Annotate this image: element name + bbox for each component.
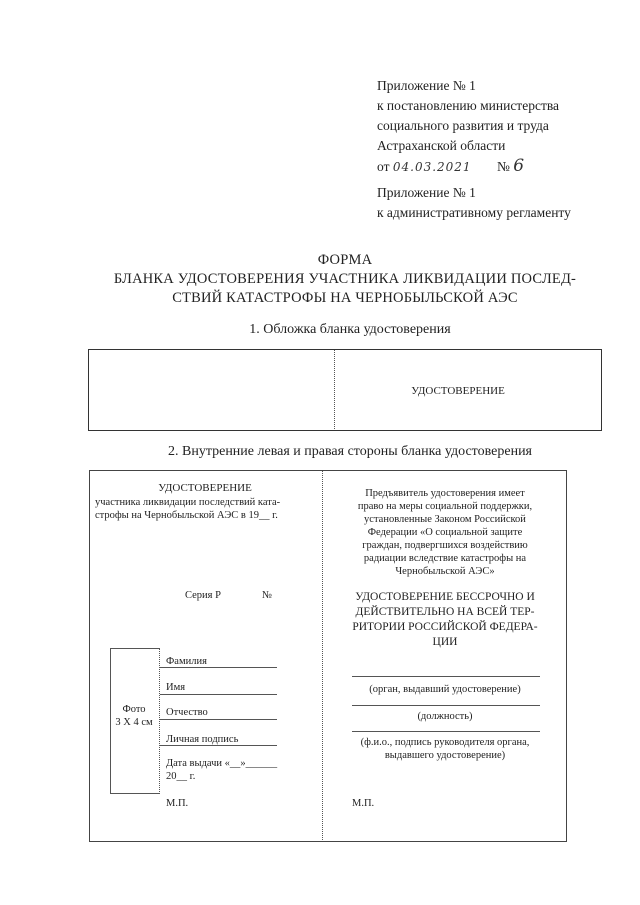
- photo-placeholder: [110, 703, 158, 729]
- rights-line-6: радиации вследствие катастрофы на: [363, 553, 527, 564]
- left-subtitle-line-2: строфы на Чернобыльской АЭС в 19__ г.: [95, 510, 278, 521]
- rights-line-1: Предъявитель удостоверения имеет: [365, 488, 525, 499]
- cover-label: УДОСТОВЕРЕНИЕ: [411, 385, 505, 397]
- decree-line-1: к постановлению министерства: [377, 98, 560, 113]
- field-signature: Личная подпись: [166, 734, 239, 745]
- field-patronymic: Отчество: [166, 707, 208, 718]
- left-stamp: М.П.: [166, 798, 189, 809]
- inner-fold-line: [322, 471, 323, 840]
- validity-line-4: ЦИИ: [432, 636, 458, 648]
- decree-line-3: Астраханской области: [377, 138, 506, 153]
- rights-line-7: Чернобыльской АЭС»: [395, 566, 495, 577]
- organ-line: [352, 676, 540, 677]
- rights-line-4: Федерации «О социальной защите: [367, 527, 523, 538]
- validity-line-3: РИТОРИИ РОССИЙСКОЙ ФЕДЕРА-: [352, 621, 538, 633]
- annex-number: Приложение № 1: [377, 78, 476, 93]
- signatory-caption: [328, 736, 562, 762]
- annex-header: [377, 76, 559, 177]
- validity-text: [328, 590, 562, 650]
- organ-caption: (орган, выдавший удостоверение): [369, 684, 521, 695]
- decree-number: 6: [513, 156, 526, 176]
- photo-label: Фото: [122, 704, 146, 715]
- form-title-line-2: БЛАНКА УДОСТОВЕРЕНИЯ УЧАСТНИКА ЛИКВИДАЦИИ ПОСЛЕД-: [113, 271, 577, 287]
- reglament-line: к административному регламенту: [377, 205, 571, 220]
- decree-date: 04.03.2021: [392, 160, 472, 174]
- rights-line-3: установленные Законом Российской: [364, 514, 526, 525]
- number-label: №: [262, 590, 273, 601]
- left-title: УДОСТОВЕРЕНИЕ: [158, 482, 252, 494]
- section-2-heading: 2. Внутренние левая и правая стороны бланка удостоверения: [167, 444, 532, 459]
- right-stamp: М.П.: [352, 798, 375, 809]
- field-name-line: [160, 694, 277, 695]
- field-issue-date: Дата выдачи «__»______: [166, 758, 278, 769]
- field-signature-line: [160, 745, 277, 746]
- position-caption: (должность): [417, 711, 473, 722]
- validity-line-1: УДОСТОВЕРЕНИЕ БЕССРОЧНО И: [355, 591, 535, 603]
- rights-text: [328, 487, 562, 578]
- field-surname-line: [160, 667, 277, 668]
- annex-number-2: Приложение № 1: [377, 185, 476, 200]
- rights-line-2: право на меры социальной поддержки,: [357, 501, 533, 512]
- field-issue-year: 20__ г.: [166, 771, 196, 782]
- form-title: ФОРМА: [317, 252, 373, 268]
- field-surname: Фамилия: [166, 656, 207, 667]
- field-patronymic-line: [160, 719, 277, 720]
- position-line: [352, 705, 540, 706]
- validity-line-2: ДЕЙСТВИТЕЛЬНО НА ВСЕЙ ТЕР-: [355, 606, 535, 618]
- left-subtitle-line-1: участника ликвидации последствий ката-: [95, 497, 281, 508]
- date-prefix: от: [377, 159, 390, 174]
- decree-date-line: [377, 156, 559, 177]
- field-name: Имя: [166, 682, 186, 693]
- num-prefix: №: [496, 159, 510, 174]
- signatory-caption-line-1: (ф.и.о., подпись руководителя органа,: [360, 737, 530, 748]
- reglament-header: [377, 183, 571, 223]
- decree-line-2: социального развития и труда: [377, 118, 549, 133]
- series-label: Серия Р: [185, 590, 221, 601]
- section-1-heading: 1. Обложка бланка удостоверения: [249, 322, 451, 337]
- photo-size: 3 Х 4 см: [115, 717, 153, 728]
- form-title-line-3: СТВИЙ КАТАСТРОФЫ НА ЧЕРНОБЫЛЬСКОЙ АЭС: [172, 290, 518, 306]
- cover-fold-line: [334, 350, 335, 429]
- left-subtitle: [95, 496, 320, 522]
- signatory-caption-line-2: выдавшего удостоверение): [384, 750, 506, 761]
- rights-line-5: граждан, подвергшихся воздействию: [362, 540, 528, 551]
- signatory-line: [352, 731, 540, 732]
